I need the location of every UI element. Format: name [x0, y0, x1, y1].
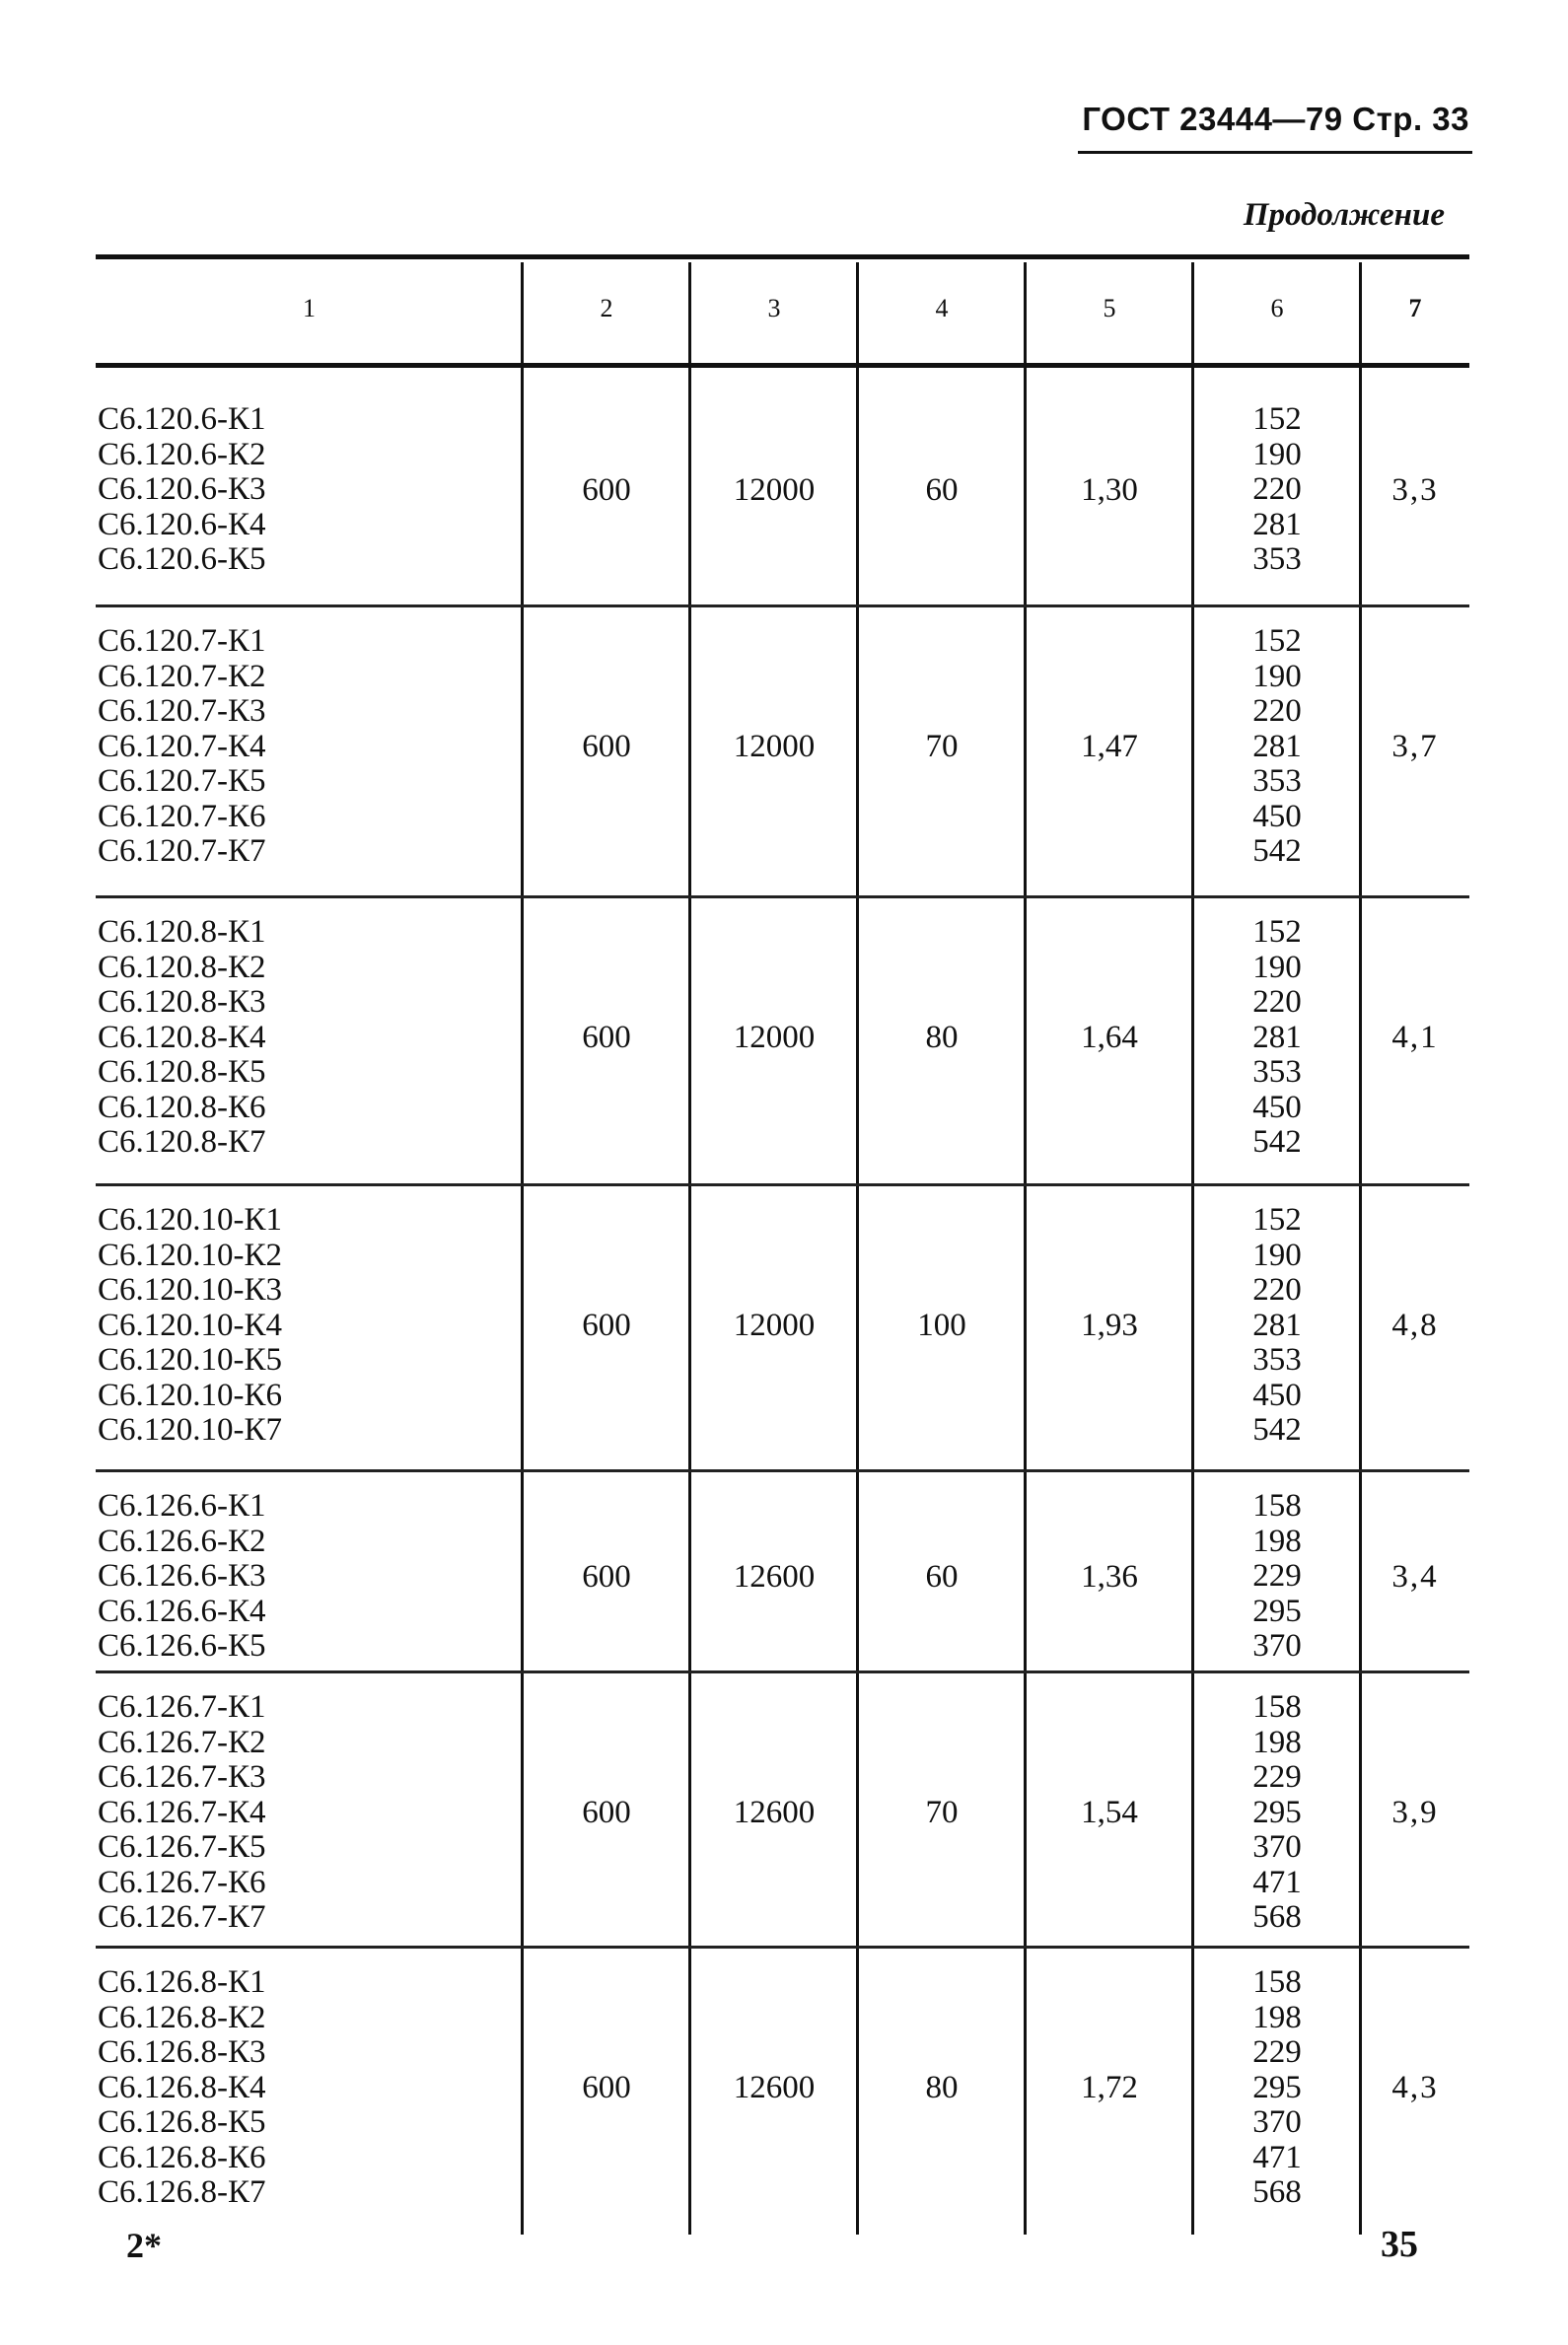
col6-value: 568: [1252, 2174, 1302, 2210]
column-header: 7: [1408, 294, 1422, 322]
designation: С6.120.7-К1: [98, 623, 266, 659]
col6-value: 281: [1252, 728, 1302, 764]
cell-col6-list: [1193, 1203, 1361, 1449]
col6-value: 471: [1252, 2139, 1302, 2175]
cell-col7: 3,7: [1391, 729, 1439, 765]
standard-header: ГОСТ 23444—79 Стр. 33: [1082, 101, 1469, 137]
header-rule: [1078, 151, 1472, 154]
row-separator: [96, 604, 1469, 607]
col6-value: 198: [1252, 1724, 1302, 1760]
col6-value: 158: [1252, 1689, 1302, 1725]
designation-list: [98, 915, 512, 1161]
designation-list: [98, 624, 512, 870]
col6-value: 450: [1252, 1377, 1302, 1413]
cell-col4: 100: [917, 1308, 966, 1344]
col6-value: 158: [1252, 1488, 1302, 1524]
cell-col3: 12600: [733, 2070, 816, 2106]
cell-col2: 600: [582, 471, 631, 508]
column-header: 6: [1270, 294, 1284, 322]
col6-value: 353: [1252, 541, 1302, 577]
designation: С6.120.8-К7: [98, 1124, 266, 1160]
col6-value: 353: [1252, 763, 1302, 799]
col6-value: 542: [1252, 1124, 1302, 1160]
cell-col2: 600: [582, 1020, 631, 1056]
designation: С6.120.10-К1: [98, 1202, 283, 1238]
designation: С6.120.10-К4: [98, 1307, 283, 1343]
col6-value: 568: [1252, 1899, 1302, 1935]
designation: С6.120.6-К4: [98, 506, 266, 542]
cell-col3: 12600: [733, 1795, 816, 1831]
col6-value: 220: [1252, 693, 1302, 729]
designation: С6.126.7-К2: [98, 1724, 266, 1760]
col6-value: 281: [1252, 1307, 1302, 1343]
cell-col7: 4,3: [1391, 2070, 1439, 2106]
designation: С6.120.6-К5: [98, 541, 266, 577]
designation-list: [98, 1965, 512, 2211]
table-row: [96, 1946, 1469, 2232]
cell-col3: 12000: [733, 471, 816, 508]
col6-value: 190: [1252, 949, 1302, 985]
designation: С6.120.6-К2: [98, 436, 266, 472]
designation: С6.120.6-К1: [98, 401, 266, 437]
col6-value: 295: [1252, 1593, 1302, 1629]
cell-col3: 12000: [733, 729, 816, 765]
col6-value: 229: [1252, 2034, 1302, 2070]
col6-value: 190: [1252, 436, 1302, 472]
designation: С6.126.8-К2: [98, 1999, 266, 2035]
designation: С6.126.7-К4: [98, 1794, 266, 1830]
col6-value: 158: [1252, 1964, 1302, 2000]
designation: С6.120.7-К2: [98, 658, 266, 694]
cell-col6-list: [1193, 402, 1361, 578]
designation-list: [98, 1489, 512, 1665]
column-header: 1: [303, 294, 316, 322]
designation: С6.120.6-К3: [98, 471, 266, 507]
col6-value: 542: [1252, 833, 1302, 869]
designation: С6.126.8-К7: [98, 2174, 266, 2210]
col6-value: 152: [1252, 1202, 1302, 1238]
cell-col4: 60: [925, 1558, 959, 1595]
designation: С6.126.7-К5: [98, 1829, 266, 1865]
table-header-rule: [96, 363, 1469, 368]
designation: С6.126.6-К1: [98, 1488, 266, 1524]
col6-value: 295: [1252, 2069, 1302, 2105]
designation: С6.126.8-К3: [98, 2034, 266, 2070]
designation: С6.126.7-К6: [98, 1864, 266, 1900]
designation: С6.126.7-К1: [98, 1689, 266, 1725]
designation: С6.120.10-К5: [98, 1342, 283, 1378]
col6-value: 229: [1252, 1558, 1302, 1594]
designation-list: [98, 1690, 512, 1936]
col6-value: 353: [1252, 1054, 1302, 1090]
cell-col6-list: [1193, 1489, 1361, 1665]
cell-col2: 600: [582, 1795, 631, 1831]
col6-value: 370: [1252, 1829, 1302, 1865]
cell-col3: 12600: [733, 1558, 816, 1595]
table-row: [96, 1469, 1469, 1670]
cell-col2: 600: [582, 2070, 631, 2106]
designation: С6.126.6-К5: [98, 1628, 266, 1664]
cell-col4: 60: [925, 471, 959, 508]
col6-value: 542: [1252, 1412, 1302, 1448]
table-row: [96, 604, 1469, 895]
col6-value: 152: [1252, 623, 1302, 659]
table-top-rule: [96, 254, 1469, 259]
cell-col7: 4,8: [1391, 1308, 1439, 1344]
table-row: [96, 1183, 1469, 1469]
col6-value: 450: [1252, 798, 1302, 834]
cell-col7: 4,1: [1391, 1020, 1439, 1056]
designation: С6.126.7-К3: [98, 1759, 266, 1795]
designation: С6.120.8-К3: [98, 984, 266, 1020]
designation: С6.120.8-К1: [98, 914, 266, 950]
col6-value: 450: [1252, 1089, 1302, 1125]
row-separator: [96, 895, 1469, 898]
designation: С6.120.10-К6: [98, 1377, 283, 1413]
cell-col5: 1,36: [1081, 1558, 1138, 1595]
cell-col7: 3,4: [1391, 1558, 1439, 1595]
cell-col7: 3,3: [1391, 471, 1439, 508]
col6-value: 370: [1252, 2104, 1302, 2140]
designation-list: [98, 402, 512, 578]
designation: С6.126.6-К4: [98, 1593, 266, 1629]
signature-mark: 2*: [126, 2226, 162, 2265]
col6-value: 471: [1252, 1864, 1302, 1900]
cell-col5: 1,93: [1081, 1308, 1138, 1344]
col6-value: 152: [1252, 401, 1302, 437]
col6-value: 198: [1252, 1999, 1302, 2035]
col6-value: 281: [1252, 1019, 1302, 1055]
row-separator: [96, 1670, 1469, 1673]
designation: С6.120.8-К5: [98, 1054, 266, 1090]
cell-col4: 70: [925, 1795, 959, 1831]
cell-col2: 600: [582, 1558, 631, 1595]
cell-col5: 1,72: [1081, 2070, 1138, 2106]
cell-col5: 1,64: [1081, 1020, 1138, 1056]
designation: С6.120.7-К4: [98, 728, 266, 764]
cell-col5: 1,30: [1081, 471, 1138, 508]
page-number: 35: [1381, 2224, 1418, 2265]
cell-col3: 12000: [733, 1308, 816, 1344]
col6-value: 198: [1252, 1523, 1302, 1559]
col6-value: 370: [1252, 1628, 1302, 1664]
cell-col4: 80: [925, 1020, 959, 1056]
designation: С6.120.8-К2: [98, 949, 266, 985]
table-row: [96, 383, 1469, 604]
designation: С6.120.8-К6: [98, 1089, 266, 1125]
column-header: 2: [600, 294, 613, 322]
col6-value: 281: [1252, 506, 1302, 542]
designation: С6.126.8-К5: [98, 2104, 266, 2140]
cell-col3: 12000: [733, 1020, 816, 1056]
spec-table: [96, 254, 1469, 2237]
designation: С6.120.7-К7: [98, 833, 266, 869]
designation: С6.126.8-К1: [98, 1964, 266, 2000]
designation: С6.120.10-К7: [98, 1412, 283, 1448]
cell-col4: 70: [925, 729, 959, 765]
column-header: 3: [767, 294, 781, 322]
column-header: 4: [935, 294, 949, 322]
col6-value: 190: [1252, 658, 1302, 694]
col6-value: 229: [1252, 1759, 1302, 1795]
row-separator: [96, 1469, 1469, 1472]
col6-value: 220: [1252, 471, 1302, 507]
cell-col7: 3,9: [1391, 1795, 1439, 1831]
designation: С6.126.6-К2: [98, 1523, 266, 1559]
designation: С6.120.10-К2: [98, 1237, 283, 1273]
designation: С6.120.7-К3: [98, 693, 266, 729]
col6-value: 295: [1252, 1794, 1302, 1830]
designation: С6.126.8-К6: [98, 2139, 266, 2175]
designation: С6.126.6-К3: [98, 1558, 266, 1594]
row-separator: [96, 1183, 1469, 1186]
col6-value: 190: [1252, 1237, 1302, 1273]
designation: С6.120.7-К6: [98, 798, 266, 834]
designation: С6.120.7-К5: [98, 763, 266, 799]
cell-col6-list: [1193, 1965, 1361, 2211]
table-row: [96, 895, 1469, 1183]
cell-col6-list: [1193, 1690, 1361, 1936]
column-header: 5: [1103, 294, 1116, 322]
continuation-label: Продолжение: [1243, 197, 1445, 233]
designation-list: [98, 1203, 512, 1449]
cell-col6-list: [1193, 624, 1361, 870]
table-row: [96, 1670, 1469, 1946]
cell-col4: 80: [925, 2070, 959, 2106]
cell-col5: 1,54: [1081, 1795, 1138, 1831]
col6-value: 220: [1252, 1272, 1302, 1308]
row-separator: [96, 1946, 1469, 1949]
cell-col5: 1,47: [1081, 729, 1138, 765]
cell-col2: 600: [582, 1308, 631, 1344]
col6-value: 220: [1252, 984, 1302, 1020]
col6-value: 353: [1252, 1342, 1302, 1378]
designation: С6.126.7-К7: [98, 1899, 266, 1935]
cell-col2: 600: [582, 729, 631, 765]
designation: С6.120.10-К3: [98, 1272, 283, 1308]
designation: С6.120.8-К4: [98, 1019, 266, 1055]
cell-col6-list: [1193, 915, 1361, 1161]
designation: С6.126.8-К4: [98, 2069, 266, 2105]
col6-value: 152: [1252, 914, 1302, 950]
